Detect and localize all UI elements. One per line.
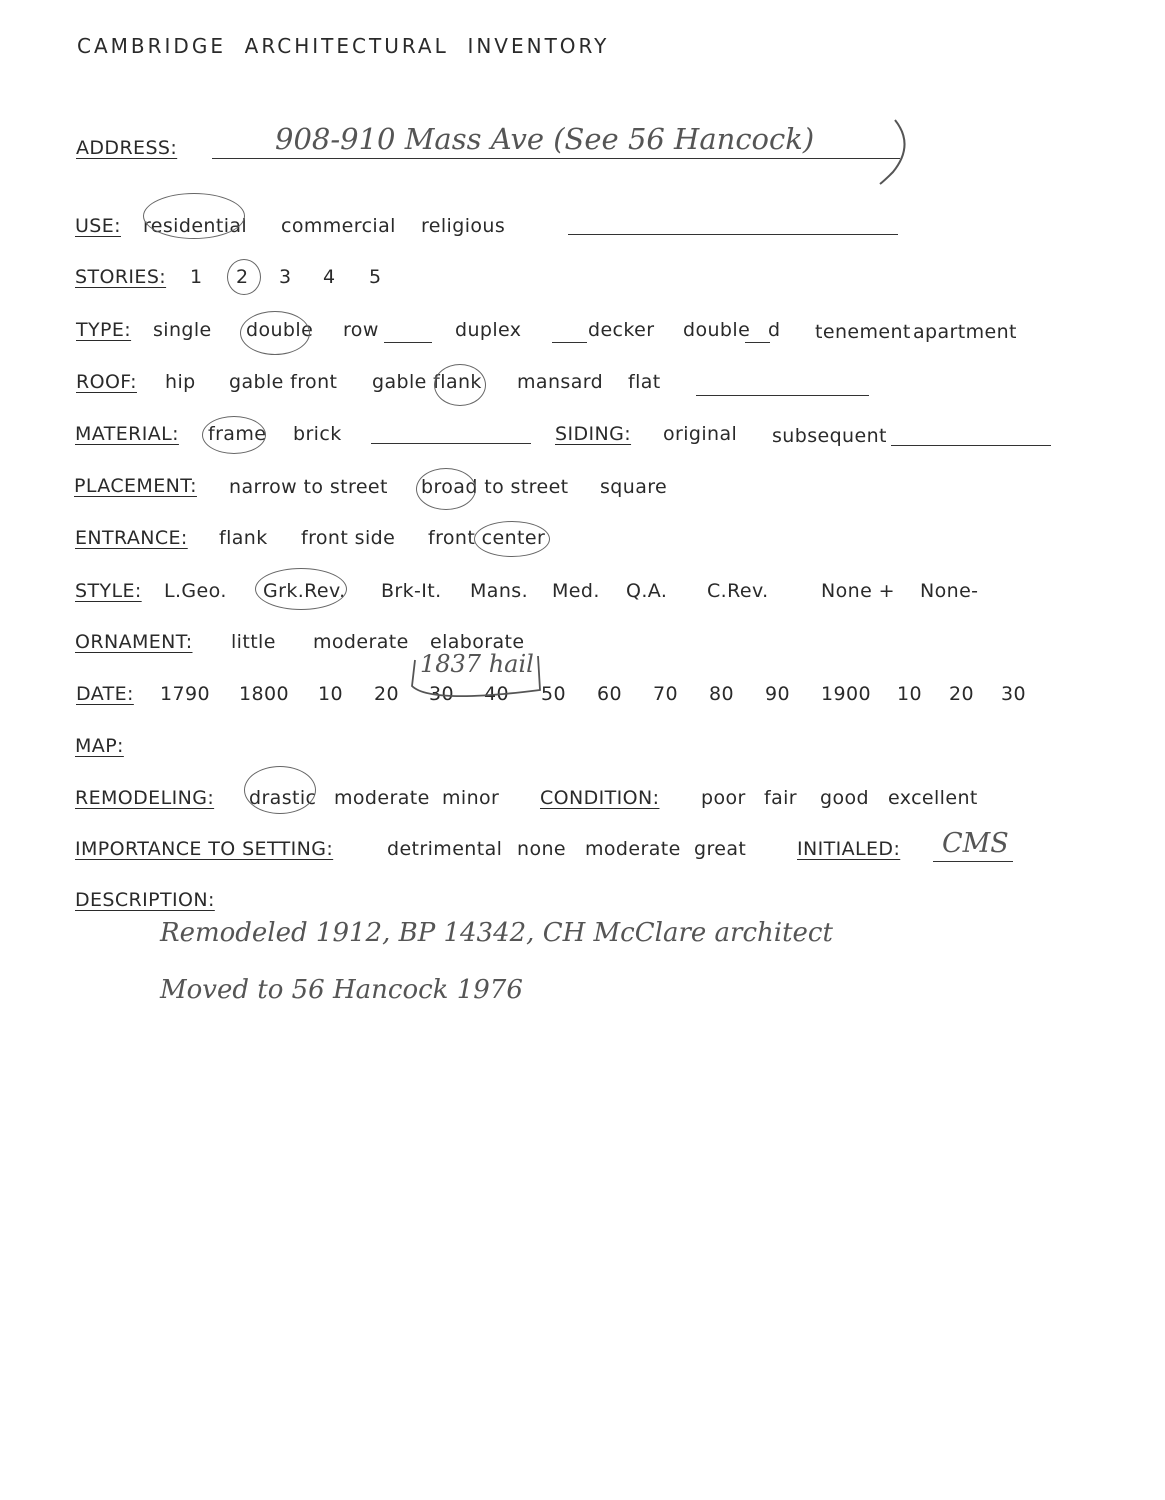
entrance-option-flank: flank [219,527,268,549]
description-line-2: Moved to 56 Hancock 1976 [160,975,523,1005]
placement-option-narrow: narrow to street [229,476,388,498]
siding-option-subsequent: subsequent [772,425,887,447]
stories-option-3: 3 [279,266,292,288]
importance-option-great: great [694,838,747,860]
roof-option-mansard: mansard [517,371,604,393]
date-option-1850: 50 [541,683,566,705]
style-option-qa: Q.A. [626,580,668,602]
date-option-1830: 30 [429,683,454,705]
style-option-crev: C.Rev. [707,580,769,602]
importance-option-none: none [517,838,566,860]
initialed-label: INITIALED: [797,838,901,860]
type-option-tenement: tenement [815,321,911,343]
style-option-grkrev: Grk.Rev. [263,580,346,602]
address-label: ADDRESS: [76,137,178,159]
condition-option-fair: fair [764,787,798,809]
date-option-1900: 1900 [821,683,871,705]
siding-label: SIDING: [555,423,632,445]
date-option-1840: 40 [484,683,509,705]
style-option-none-plus: None + [821,580,895,602]
date-option-1810: 10 [318,683,343,705]
type-option-apartment: apartment [913,321,1017,343]
type-option-duplex: duplex [455,319,522,341]
roof-option-gable-flank: gable flank [372,371,482,393]
stories-option-5: 5 [369,266,382,288]
material-option-brick: brick [293,423,342,445]
remodeling-option-drastic: drastic [249,787,317,809]
importance-label: IMPORTANCE TO SETTING: [75,838,334,860]
roof-option-gable-front: gable front [229,371,338,393]
roof-label: ROOF: [76,371,137,393]
placement-option-broad: broad to street [421,476,569,498]
stories-option-1: 1 [190,266,203,288]
entrance-option-front-side: front side [301,527,396,549]
date-label: DATE: [76,683,134,705]
stories-option-4: 4 [323,266,336,288]
importance-option-detrimental: detrimental [387,838,503,860]
type-option-row: row [343,319,379,341]
importance-option-moderate: moderate [585,838,681,860]
date-option-1920: 20 [949,683,974,705]
entrance-label: ENTRANCE: [75,527,188,549]
material-label: MATERIAL: [75,423,179,445]
style-option-brkit: Brk-It. [381,580,442,602]
ornament-label: ORNAMENT: [75,631,193,653]
condition-option-excellent: excellent [888,787,978,809]
remodeling-option-moderate: moderate [334,787,430,809]
stories-option-2: 2 [236,266,249,288]
date-option-1880: 80 [709,683,734,705]
placement-option-square: square [600,476,668,498]
remodeling-option-minor: minor [442,787,500,809]
style-option-none-minus: None- [920,580,979,602]
style-option-mans: Mans. [470,580,529,602]
remodeling-label: REMODELING: [75,787,215,809]
style-label: STYLE: [75,580,142,602]
map-label: MAP: [75,735,124,757]
condition-option-poor: poor [701,787,746,809]
type-option-decker: decker [588,319,655,341]
type-option-double-d: double [683,319,751,341]
use-label: USE: [75,215,121,237]
type-option-d: d [768,319,781,341]
date-option-1910: 10 [897,683,922,705]
placement-label: PLACEMENT: [74,475,197,497]
ornament-option-little: little [231,631,276,653]
ornament-option-elaborate: elaborate [430,631,525,653]
siding-option-original: original [663,423,738,445]
initialed-value: CMS [942,828,1009,859]
type-label: TYPE: [76,319,132,341]
date-option-1820: 20 [374,683,399,705]
stories-label: STORIES: [75,266,167,288]
material-option-frame: frame [208,423,267,445]
date-option-1860: 60 [597,683,622,705]
date-option-1790: 1790 [160,683,210,705]
type-option-double: double [246,319,314,341]
style-option-med: Med. [552,580,600,602]
date-option-1890: 90 [765,683,790,705]
date-option-1870: 70 [653,683,678,705]
condition-label: CONDITION: [540,787,660,809]
date-option-1930: 30 [1001,683,1026,705]
ornament-option-moderate: moderate [313,631,409,653]
description-label: DESCRIPTION: [75,889,215,911]
condition-option-good: good [820,787,869,809]
form-title: CAMBRIDGE ARCHITECTURAL INVENTORY [77,34,610,58]
roof-option-flat: flat [628,371,661,393]
use-option-religious: religious [421,215,506,237]
roof-option-hip: hip [165,371,196,393]
use-option-commercial: commercial [281,215,396,237]
description-line-1: Remodeled 1912, BP 14342, CH McClare architect [160,918,833,948]
date-option-1800: 1800 [239,683,289,705]
date-annotation: 1837 hail [420,650,534,678]
entrance-option-front-center: front center [428,527,546,549]
use-option-residential: residential [143,215,248,237]
style-option-lgeo: L.Geo. [164,580,227,602]
address-value: 908-910 Mass Ave (See 56 Hancock) [275,122,815,156]
type-option-single: single [153,319,212,341]
